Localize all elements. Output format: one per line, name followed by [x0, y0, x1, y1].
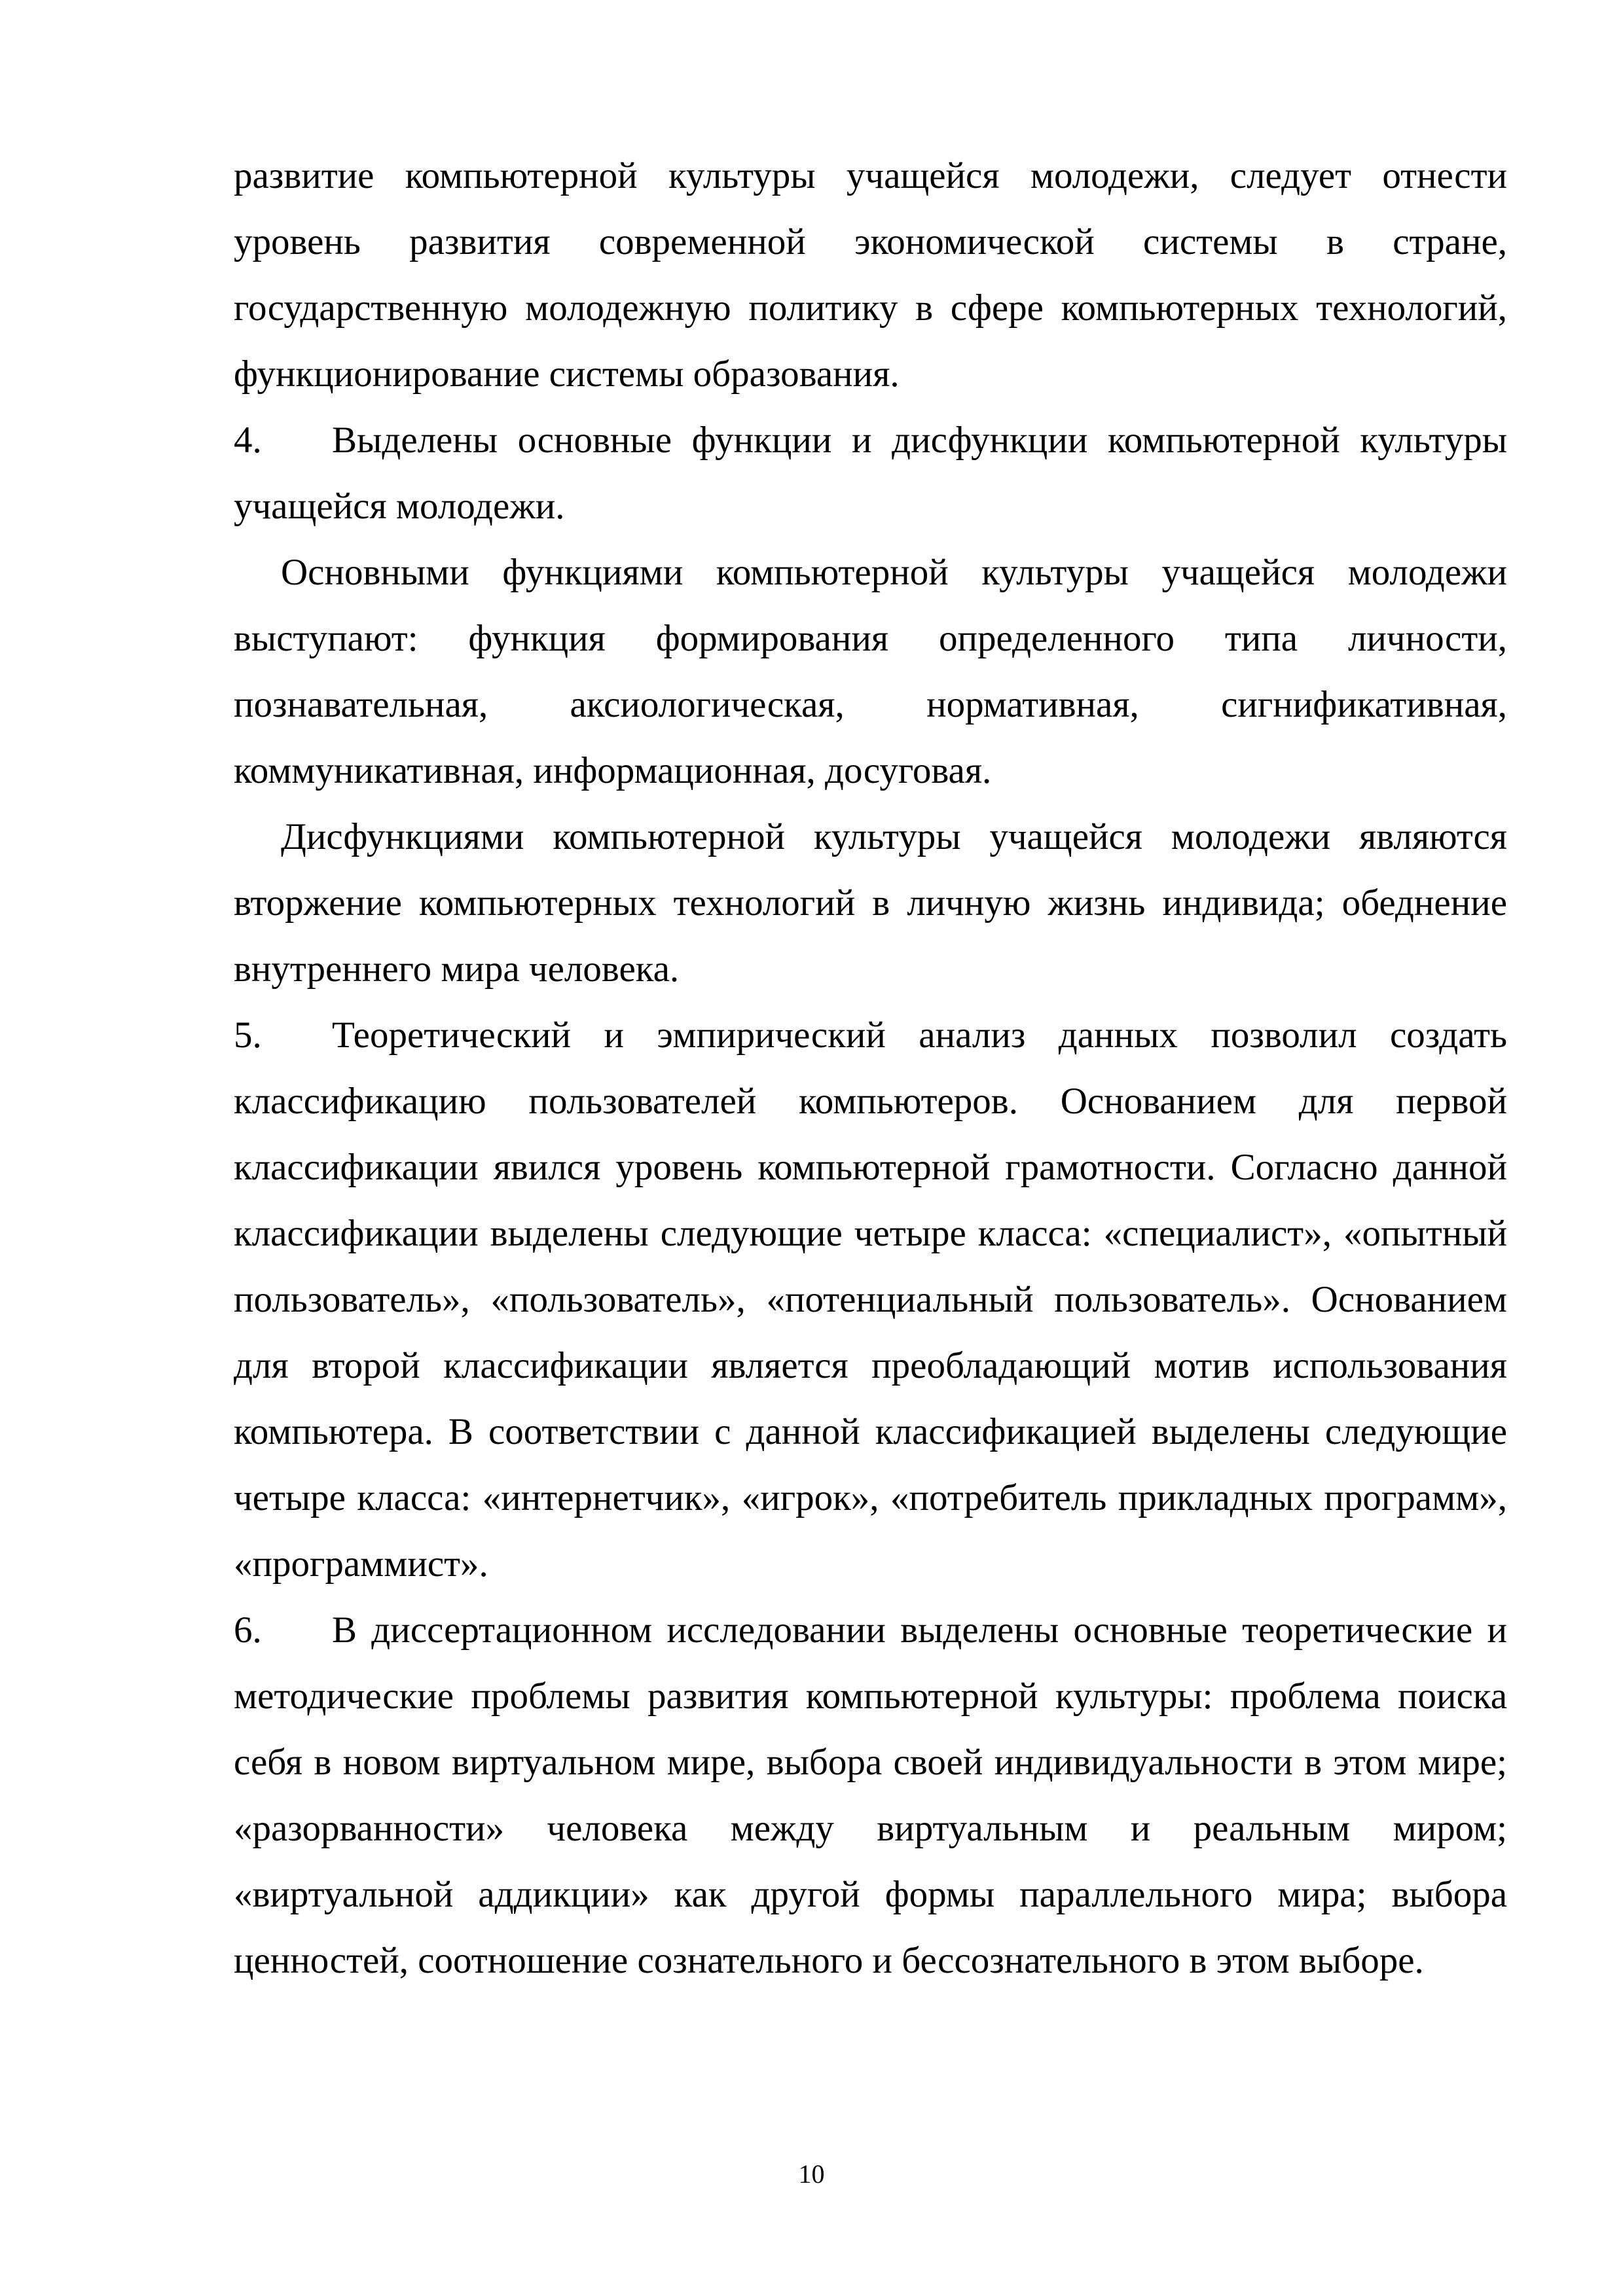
- paragraph-dysfunctions: Дисфункциями компьютерной культуры учащейся молодежи являются вторжение компьютерных технологий в личную жизнь индивида; обеднение внутреннего мира человека.: [234, 816, 1507, 990]
- paragraph-text: В диссертационном исследовании выделены основные теоретические и методические проблемы развития компьютерной культуры: проблема поиска себя в новом виртуальном мире, выбора своей индивидуальности в этом мире; «разорванности» человека между виртуальным и реальным миром; «виртуальной аддикции» как другой формы параллельного мира; выбора ценностей, соотношение сознательного и бессознательного в этом выборе.: [234, 1609, 1507, 1981]
- numbered-paragraph-5: [234, 1002, 1507, 1597]
- paragraph-text: Выделены основные функции и дисфункции компьютерной культуры учащейся молодежи.: [234, 420, 1507, 527]
- page-number: 10: [798, 2159, 825, 2189]
- paragraph-text: Теоретический и эмпирический анализ данных позволил создать классификацию пользователей компьютеров. Основанием для первой классификации явился уровень компьютерной грамотности. Согласно данной классификации выделены следующие четыре класса: «специалист», «опытный пользователь», «пользователь», «потенциальный пользователь». Основанием для второй классификации является преобладающий мотив использования компьютера. В соответствии с данной классификацией выделены следующие четыре класса: «интернетчик», «игрок», «потребитель прикладных программ», «программист».: [234, 1014, 1507, 1585]
- paragraph-number: 6.: [234, 1609, 262, 1651]
- paragraph-number: 4.: [234, 420, 262, 461]
- paragraph-number: 5.: [234, 1014, 262, 1056]
- paragraph-continuation: развитие компьютерной культуры учащейся молодежи, следует отнести уровень развития современной экономической системы в стране, государственную молодежную политику в сфере компьютерных технологий, функционирование системы образования.: [234, 155, 1507, 395]
- paragraph-functions: Основными функциями компьютерной культуры учащейся молодежи выступают: функция формирования определенного типа личности, познавательная, аксиологическая, нормативная, сигнификативная, коммуникативная, информационная, досуговая.: [234, 552, 1507, 791]
- numbered-paragraph-6: [234, 1597, 1507, 1994]
- body-text: [234, 143, 1507, 1994]
- numbered-paragraph-4: [234, 407, 1507, 539]
